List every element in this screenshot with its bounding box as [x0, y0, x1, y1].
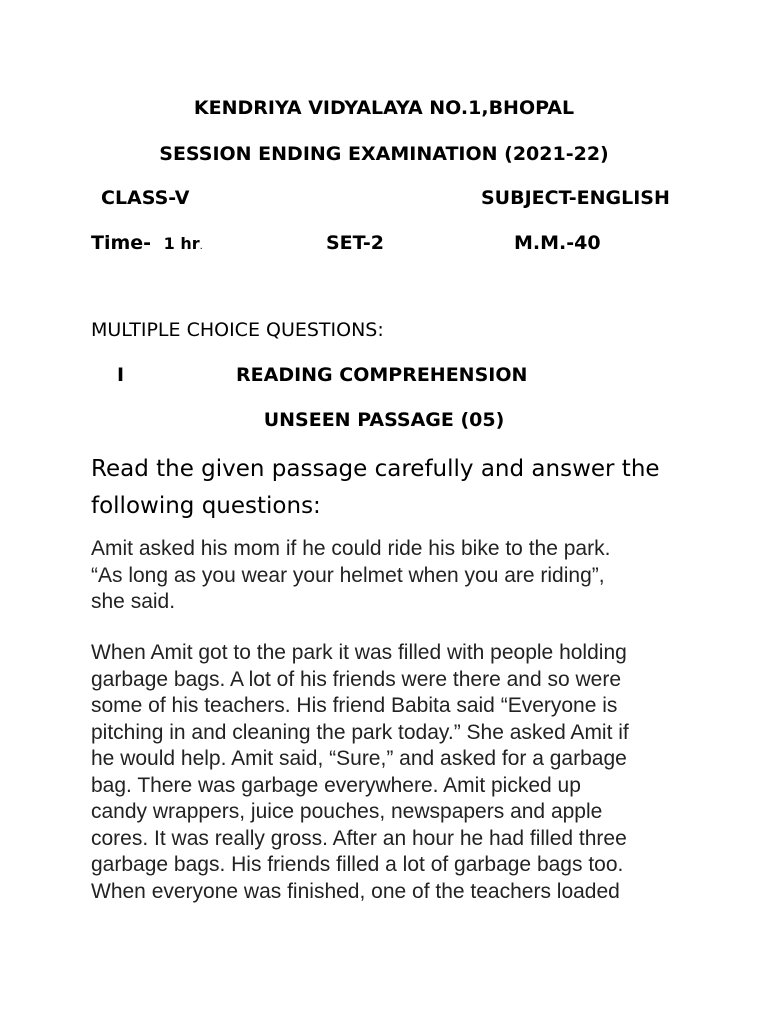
section-subtitle: UNSEEN PASSAGE (05)	[263, 409, 505, 431]
passage-line: pitching in and cleaning the park today.” She asked Amit if	[91, 720, 629, 744]
time-value: 1 hr	[163, 234, 200, 253]
exam-title: SESSION ENDING EXAMINATION (2021-22)	[159, 143, 609, 165]
set-label: SET-2	[326, 232, 384, 254]
section-number: I	[117, 364, 125, 386]
class-label: CLASS-V	[101, 187, 190, 209]
passage-line: candy wrappers, juice pouches, newspapers and apple	[91, 800, 603, 823]
school-name: KENDRIYA VIDYALAYA NO.1,BHOPAL	[193, 97, 575, 119]
question-type-heading: MULTIPLE CHOICE QUESTIONS:	[91, 319, 384, 341]
time-dot: .	[199, 241, 203, 252]
passage-line: garbage bags. A lot of his friends were there and so were	[91, 667, 621, 691]
passage-line: some of his teachers. His friend Babita said “Everyone is	[91, 694, 618, 717]
max-marks: M.M.-40	[514, 232, 601, 254]
passage-line: When Amit got to the park it was filled with people holding	[91, 641, 627, 664]
passage-line: “As long as you wear your helmet when you are riding”,	[91, 563, 605, 587]
passage-paragraph-1	[91, 536, 731, 616]
subject-label: SUBJECT-ENGLISH	[481, 187, 670, 209]
passage-paragraph-2	[91, 640, 731, 905]
section-title: READING COMPREHENSION	[236, 364, 528, 386]
passage-line: garbage bags. His friends filled a lot of garbage bags too.	[91, 853, 624, 876]
passage-line: she said.	[91, 590, 176, 613]
instruction-line: following questions:	[91, 493, 321, 519]
passage-line: cores. It was really gross. After an hour he had filled three	[91, 826, 627, 850]
passage-line: bag. There was garbage everywhere. Amit picked up	[91, 773, 581, 797]
passage-line: Amit asked his mom if he could ride his bike to the park.	[91, 537, 611, 560]
instruction-line: Read the given passage carefully and answer the	[91, 456, 660, 482]
time-info	[91, 234, 203, 253]
time-label: Time-	[91, 232, 152, 254]
passage-line: he would help. Amit said, “Sure,” and asked for a garbage	[91, 747, 627, 770]
passage-line: When everyone was finished, one of the teachers loaded	[91, 879, 620, 903]
instructions	[91, 451, 691, 525]
